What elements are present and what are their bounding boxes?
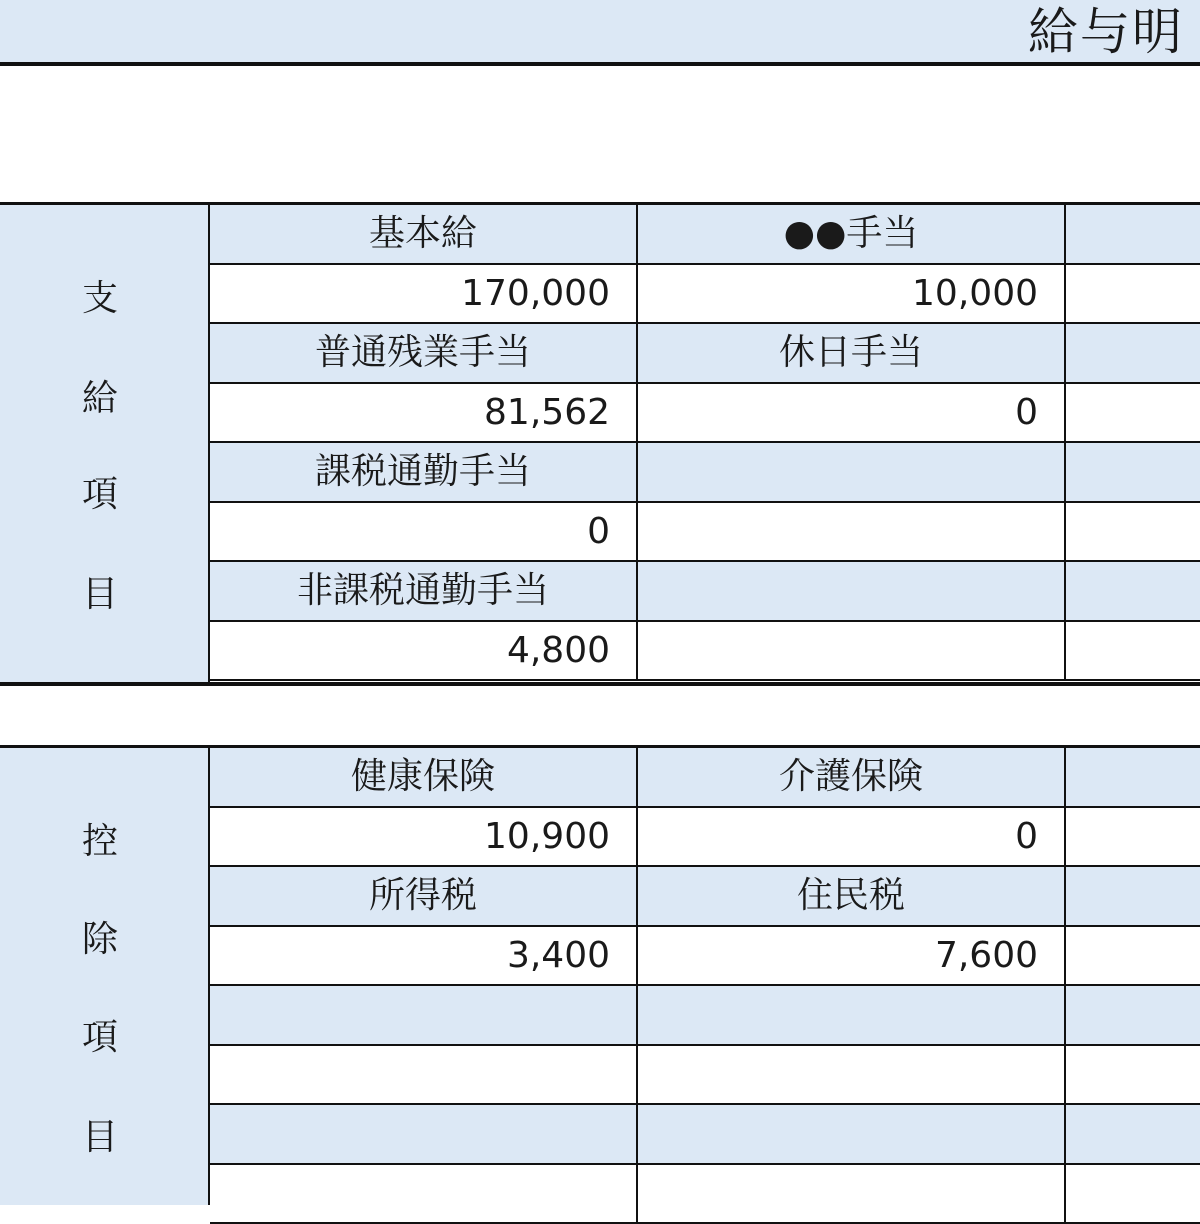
side-char: 目 — [81, 1117, 118, 1158]
earnings-label-cell — [1066, 324, 1200, 384]
earnings-label-cell: 基本給 — [210, 205, 638, 265]
earnings-section — [0, 202, 1200, 686]
earnings-value-cell — [1066, 503, 1200, 562]
deductions-label-cell — [1066, 867, 1200, 927]
earnings-value-cell — [1066, 384, 1200, 443]
earnings-label-cell — [1066, 562, 1200, 622]
side-char: 項 — [81, 1017, 118, 1058]
deductions-label-cell — [638, 1105, 1066, 1165]
deductions-label-cell — [638, 986, 1066, 1046]
side-char: 控 — [81, 821, 118, 862]
deductions-value-cell: 7,600 — [638, 927, 1066, 986]
deductions-section — [0, 745, 1200, 1205]
earnings-label-cell — [638, 443, 1066, 503]
earnings-label-cell: ●●手当 — [638, 205, 1066, 265]
earnings-value-cell: 170,000 — [210, 265, 638, 324]
side-char: 目 — [81, 574, 118, 615]
deductions-label-cell: 健康保険 — [210, 748, 638, 808]
side-char: 項 — [81, 474, 118, 515]
deductions-label-cell: 住民税 — [638, 867, 1066, 927]
deductions-value-cell — [638, 1165, 1066, 1224]
deductions-value-cell — [210, 1165, 638, 1224]
deductions-label-cell — [210, 986, 638, 1046]
deductions-label-cell — [1066, 986, 1200, 1046]
deductions-label-cell — [210, 1105, 638, 1165]
side-char: 支 — [81, 278, 118, 319]
earnings-value-cell — [1066, 265, 1200, 324]
earnings-label-cell — [638, 562, 1066, 622]
earnings-value-cell: 10,000 — [638, 265, 1066, 324]
earnings-value-cell — [1066, 622, 1200, 681]
earnings-value-cell: 0 — [638, 384, 1066, 443]
earnings-value-cell: 81,562 — [210, 384, 638, 443]
deductions-value-cell — [1066, 927, 1200, 986]
deductions-value-cell — [1066, 808, 1200, 867]
deductions-side-label — [0, 748, 210, 1205]
deductions-value-cell — [638, 1046, 1066, 1105]
earnings-value-cell — [638, 622, 1066, 681]
deductions-label-cell — [1066, 1105, 1200, 1165]
earnings-label-cell: 非課税通勤手当 — [210, 562, 638, 622]
deductions-value-cell — [1066, 1046, 1200, 1105]
deductions-value-cell: 3,400 — [210, 927, 638, 986]
deductions-value-cell — [1066, 1165, 1200, 1224]
earnings-label-cell: 課税通勤手当 — [210, 443, 638, 503]
deductions-value-cell — [210, 1046, 638, 1105]
earnings-label-cell — [1066, 205, 1200, 265]
side-char: 給 — [81, 378, 118, 419]
deductions-value-cell: 10,900 — [210, 808, 638, 867]
earnings-label-cell: 休日手当 — [638, 324, 1066, 384]
earnings-value-cell — [638, 503, 1066, 562]
earnings-value-cell: 4,800 — [210, 622, 638, 681]
page-title: 給与明 — [1028, 3, 1184, 61]
earnings-label-cell — [1066, 443, 1200, 503]
deductions-label-cell: 所得税 — [210, 867, 638, 927]
earnings-label-cell: 普通残業手当 — [210, 324, 638, 384]
side-char: 除 — [81, 919, 118, 960]
deductions-label-cell — [1066, 748, 1200, 808]
title-bar — [0, 0, 1200, 66]
deductions-label-cell: 介護保険 — [638, 748, 1066, 808]
earnings-side-label — [0, 205, 210, 682]
deductions-value-cell: 0 — [638, 808, 1066, 867]
earnings-value-cell: 0 — [210, 503, 638, 562]
